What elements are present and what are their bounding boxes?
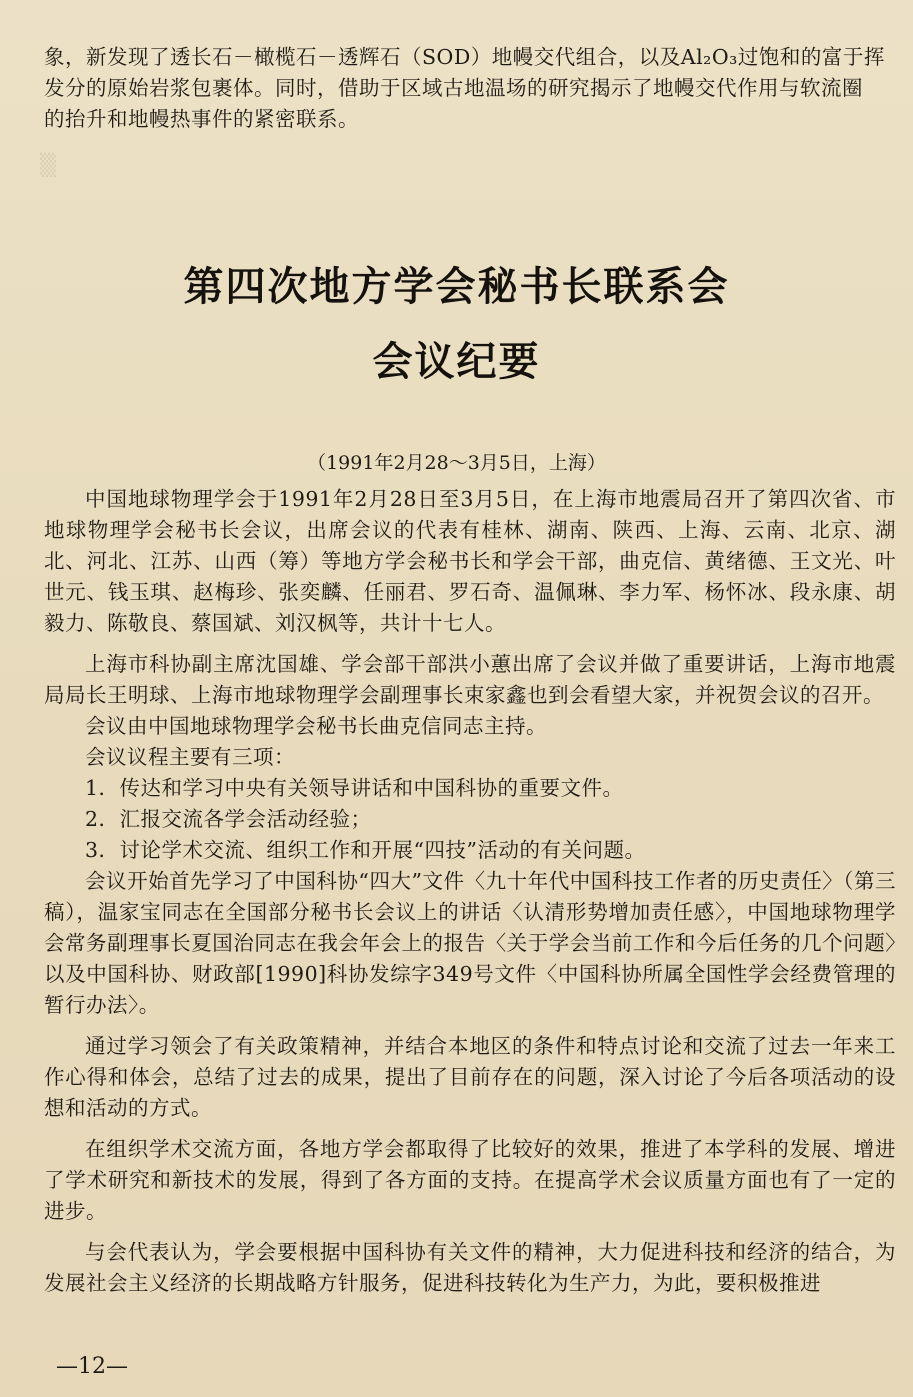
intro-line-2: 发分的原始岩浆包裹体。同时，借助于区域古地温场的研究揭示了地幔交代作用与软流圈 [44, 76, 863, 100]
article-body [44, 484, 896, 1299]
paragraph-discussion: 通过学习领会了有关政策精神，并结合本地区的条件和特点讨论和交流了过去一年来工作心得和体会，总结了过去的成果，提出了目前存在的问题，深入讨论了今后各项活动的设想和活动的方式。 [44, 1034, 896, 1120]
intro-line-1: 象，新发现了透长石－橄榄石－透辉石（SOD）地幔交代组合，以及Al₂O₃过饱和的富于挥 [44, 45, 885, 69]
agenda-item-2: 2．汇报交流各学会活动经验； [85, 807, 372, 831]
paragraph-agenda: 会议议程主要有三项： [85, 745, 295, 769]
paragraph-guests: 上海市科协副主席沈国雄、学会部干部洪小蕙出席了会议并做了重要讲话，上海市地震局局长王明球、上海市地球物理学会副理事长束家鑫也到会看望大家，并祝贺会议的召开。 [44, 652, 896, 707]
paragraph-chair: 会议由中国地球物理学会秘书长曲克信同志主持。 [85, 714, 547, 738]
bleed-through: ▒ [40, 153, 680, 177]
agenda-item-3: 3．讨论学术交流、组织工作和开展“四技”活动的有关问题。 [85, 838, 646, 862]
intro-paragraph [44, 42, 896, 135]
paragraph-economy: 与会代表认为，学会要根据中国科协有关文件的精神，大力促进科技和经济的结合，为发展社会主义经济的长期战略方针服务，促进科技转化为生产力，为此，要积极推进 [44, 1240, 896, 1295]
article-title-line-1: 第四次地方学会秘书长联系会 [183, 264, 730, 310]
paragraph-documents: 会议开始首先学习了中国科协“四大”文件〈九十年代中国科技工作者的历史责任〉（第三稿），温家宝同志在全国部分秘书长会议上的讲话〈认清形势增加责任感〉，中国地球物理学会常务副理事长夏国治同志在我会年会上的报告〈关于学会当前工作和今后任务的几个问题〉以及中国科协、财政部[1990]科协发综字349号文件〈中国科协所属全国性学会经费管理的暂行办法〉。 [44, 869, 896, 1017]
paragraph-academic-exchange: 在组织学术交流方面，各地方学会都取得了比较好的效果，推进了本学科的发展、增进了学术研究和新技术的发展，得到了各方面的支持。在提高学术会议质量方面也有了一定的进步。 [44, 1137, 896, 1223]
article-title-line-2: 会议纪要 [372, 339, 541, 385]
intro-line-3: 的抬升和地幔热事件的紧密联系。 [44, 107, 359, 131]
paragraph-attendees: 中国地球物理学会于1991年2月28日至3月5日，在上海市地震局召开了第四次省、市地球物理学会秘书长会议，出席会议的代表有桂林、湖南、陕西、上海、云南、北京、湖北、河北、江苏、山西（筹）等地方学会秘书长和学会干部，曲克信、黄绪德、王文光、叶世元、钱玉琪、赵梅珍、张奕麟、任丽君、罗石奇、温佩琳、李力军、杨怀冰、段永康、胡毅力、陈敬良、蔡国斌、刘汉枫等，共计十七人。 [44, 487, 896, 635]
agenda-item-1: 1．传达和学习中央有关领导讲话和中国科协的重要文件。 [85, 776, 624, 800]
article-dateline: （1991年2月28～3月5日，上海） [307, 452, 606, 474]
page-number: —12— [56, 1354, 128, 1379]
